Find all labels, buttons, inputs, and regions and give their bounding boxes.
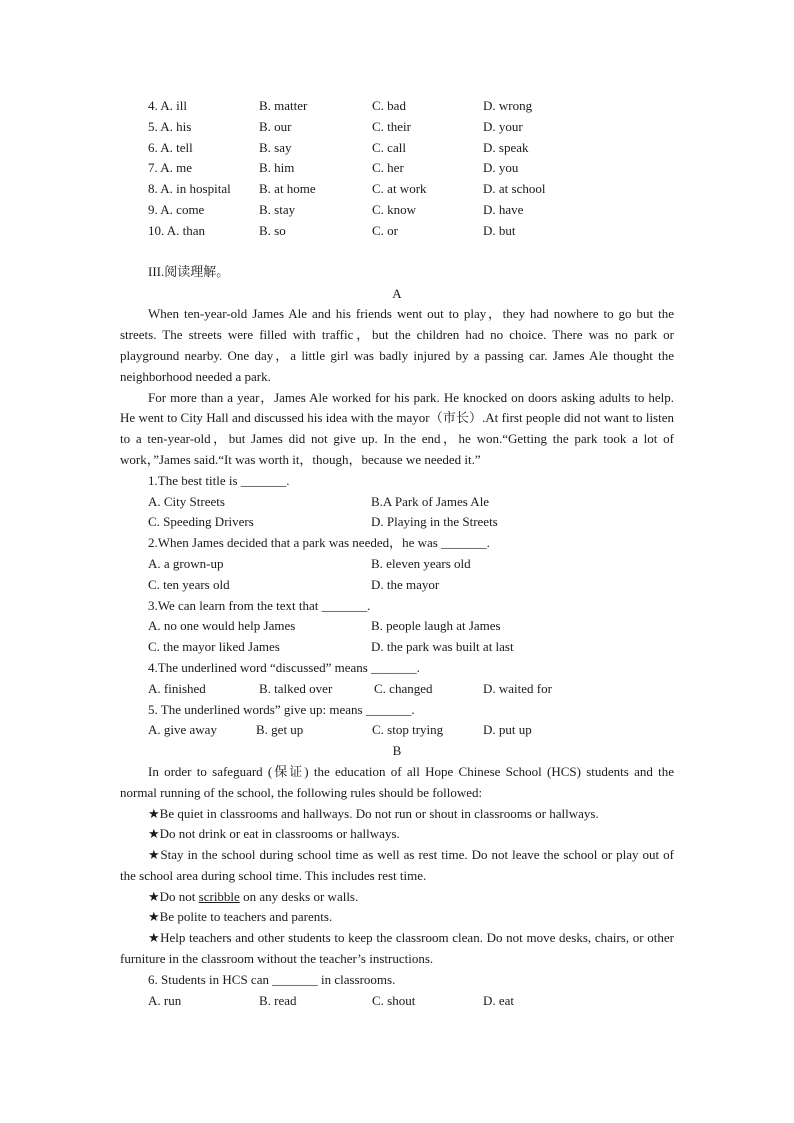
option-c: C. shout: [372, 992, 416, 1008]
option-c: C. Speeding Drivers: [148, 514, 254, 530]
options-row: [120, 158, 674, 179]
passage-b-intro: In order to safeguard (保证) the education of all Hope Chinese School (HCS) students and the normal running of the school, the following rules should be followed:: [120, 763, 674, 800]
rule-item: ★Do not drink or eat in classrooms or hallways.: [148, 826, 400, 842]
option-cell: B. him: [259, 160, 295, 176]
option-cell: C. their: [372, 118, 411, 134]
option-a: A. give away: [148, 722, 217, 738]
options-row: [120, 96, 674, 117]
option-cell: 6. A. tell: [148, 139, 193, 155]
option-d: D. eat: [483, 992, 515, 1008]
option-cell: D. speak: [483, 139, 529, 155]
passage-a-paragraph-1: When ten-year-old James Ale and his friends went out to play，they had nowhere to go but the streets. The streets were filled with traffic，but the children had no choice. There was no park or playground nearby. One day，a little girl was badly injured by a passing car. James Ale thought the neighborhood needed a park.: [120, 306, 674, 384]
rule-item: ★Be quiet in classrooms and hallways. Do not run or shout in classrooms or hallways.: [148, 805, 599, 821]
option-c: C. stop trying: [372, 722, 444, 738]
option-cell: 10. A. than: [148, 222, 206, 238]
option-cell: D. you: [483, 160, 519, 176]
rule-item: ★Stay in the school during school time as well as rest time. Do not leave the school or play out of the school area during school time. This includes rest time.: [120, 847, 674, 883]
option-d: D. Playing in the Streets: [371, 514, 498, 530]
option-d: D. the park was built at last: [371, 639, 514, 655]
options-row: [120, 200, 674, 221]
option-cell: C. bad: [372, 98, 406, 113]
option-cell: D. have: [483, 201, 524, 217]
rule-text: on any desks or walls.: [239, 888, 359, 904]
rule-item: ★Help teachers and other students to keep the classroom clean. Do not move desks, chairs, or other furniture in the classroom without the teacher’s instructions.: [120, 930, 674, 967]
question-5-options-row: [120, 720, 674, 741]
option-c: C. changed: [374, 680, 433, 696]
option-cell: C. know: [372, 201, 417, 217]
option-cell: B. our: [259, 118, 292, 134]
options-table: [120, 96, 674, 242]
option-cell: 9. A. come: [148, 201, 205, 217]
option-cell: B. stay: [259, 201, 296, 217]
option-b: B.A Park of James Ale: [371, 493, 490, 509]
option-cell: 8. A. in hospital: [148, 181, 231, 197]
options-row: [120, 221, 674, 242]
question-1-options-row: [120, 492, 674, 513]
passage-a-paragraph-2: For more than a year，James Ale worked for his park. He knocked on doors asking adults to help. He went to City Hall and discussed his idea with the mayor（市长）.At first people did not want to listen to a ten-year-old，but James did not give up. In the end，he won.“Getting the park took a lot of work，”James said.“It was worth it，though，because we needed it.”: [120, 389, 674, 467]
option-a: A. City Streets: [148, 493, 225, 509]
option-cell: C. or: [372, 222, 398, 238]
option-cell: D. your: [483, 118, 523, 134]
option-b: B. talked over: [259, 680, 333, 696]
option-a: A. a grown-up: [148, 555, 224, 571]
options-row: [120, 179, 674, 200]
passage-b-label: B: [392, 743, 402, 759]
option-d: D. waited for: [483, 680, 552, 696]
option-a: A. run: [148, 992, 182, 1008]
question-3-options-row: [120, 637, 674, 658]
question-6: 6. Students in HCS can _______ in classrooms.: [148, 971, 396, 987]
option-cell: B. so: [259, 222, 286, 238]
question-4-options-row: [120, 679, 674, 700]
option-c: C. the mayor liked James: [148, 639, 280, 655]
options-row: [120, 117, 674, 138]
option-b: B. eleven years old: [371, 555, 471, 571]
option-cell: 7. A. me: [148, 160, 193, 176]
question-1-options-row: [120, 512, 674, 533]
option-a: A. no one would help James: [148, 618, 296, 634]
option-b: B. get up: [256, 722, 304, 738]
section-title: III.阅读理解。: [148, 263, 230, 279]
option-cell: C. at work: [372, 181, 427, 197]
option-b: B. people laugh at James: [371, 618, 501, 634]
question-1: 1.The best title is _______.: [148, 472, 290, 488]
option-cell: C. call: [372, 139, 406, 155]
question-5: 5. The underlined words” give up: means _______.: [148, 701, 415, 717]
option-a: A. finished: [148, 680, 206, 696]
option-cell: C. her: [372, 160, 404, 176]
option-cell: B. matter: [259, 98, 308, 113]
option-cell: 5. A. his: [148, 118, 192, 134]
rule-item: [120, 887, 674, 908]
option-cell: D. but: [483, 222, 516, 238]
option-cell: D. wrong: [483, 98, 533, 113]
option-cell: B. at home: [259, 181, 316, 197]
document-content: [120, 96, 674, 1011]
question-4: 4.The underlined word “discussed” means _______.: [148, 659, 420, 675]
rule-item: ★Be polite to teachers and parents.: [148, 909, 333, 925]
question-6-options-row: [120, 991, 674, 1012]
option-d: D. the mayor: [371, 576, 440, 592]
rule-text: ★Do not: [148, 888, 199, 904]
option-cell: B. say: [259, 139, 292, 155]
passage-a-label: A: [392, 285, 402, 301]
underlined-word: scribble: [198, 888, 240, 904]
option-cell: D. at school: [483, 181, 546, 197]
options-row: [120, 138, 674, 159]
option-cell: 4. A. ill: [148, 98, 188, 113]
option-d: D. put up: [483, 722, 532, 738]
question-2: 2.When James decided that a park was needed，he was _______.: [148, 535, 490, 551]
question-3: 3.We can learn from the text that _______.: [148, 597, 371, 613]
question-2-options-row: [120, 575, 674, 596]
question-3-options-row: [120, 616, 674, 637]
option-c: C. ten years old: [148, 576, 230, 592]
option-b: B. read: [259, 992, 297, 1008]
question-2-options-row: [120, 554, 674, 575]
